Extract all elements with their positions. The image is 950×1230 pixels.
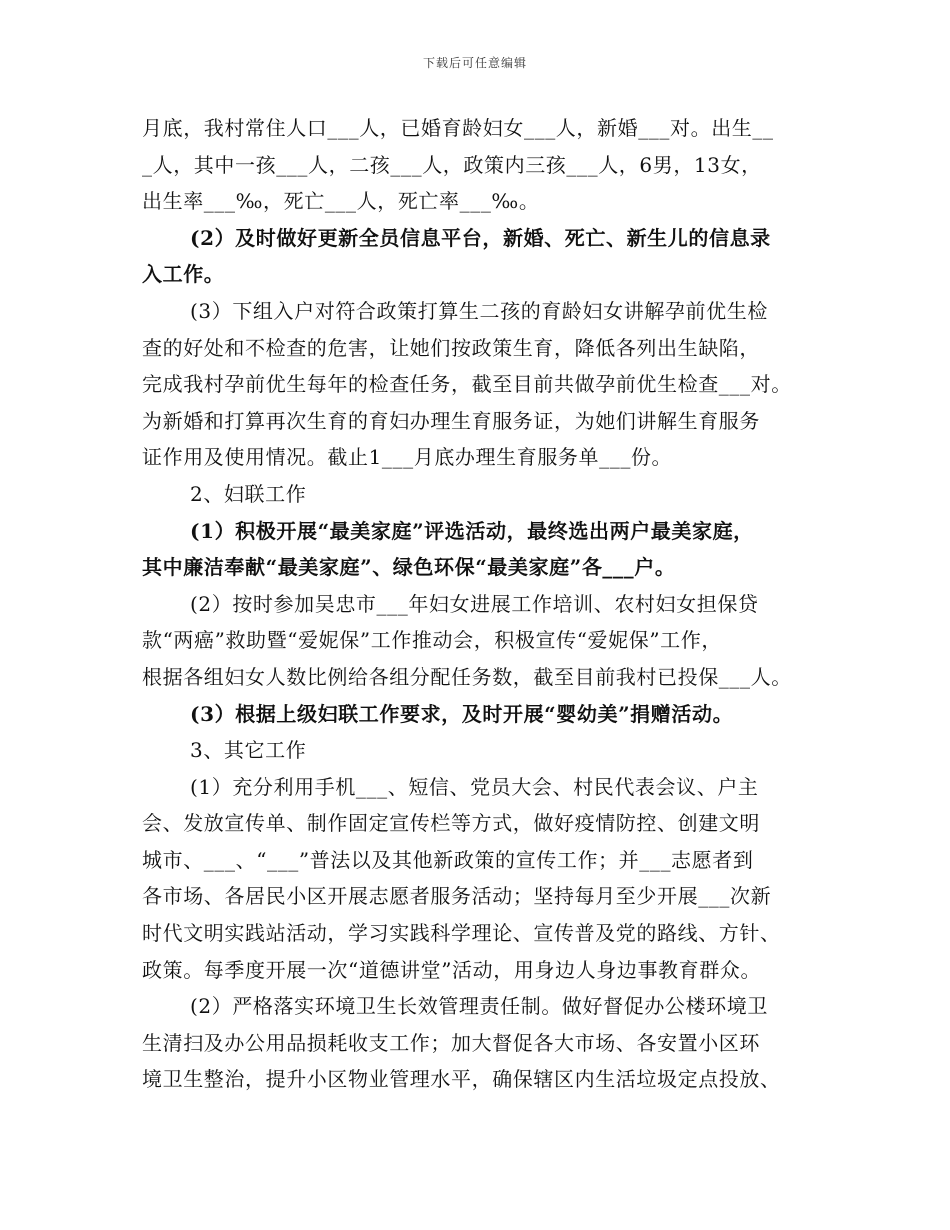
paragraph-line: 3、其它工作 xyxy=(190,738,307,763)
paragraph-line: 证作用及使用情况。截止1___月底办理生育服务单___份。 xyxy=(142,445,673,470)
paragraph-line: _人，其中一孩___人，二孩___人，政策内三孩___人，6男，13女， xyxy=(142,152,762,177)
paragraph-line: 境卫生整治，提升小区物业管理水平，确保辖区内生活垃圾定点投放、 xyxy=(142,1067,781,1092)
paragraph-line: 2、妇联工作 xyxy=(190,481,307,506)
document-body xyxy=(142,110,822,1098)
paragraph-line: 时代文明实践站活动，学习实践科学理论、宣传普及党的路线、方针、 xyxy=(142,921,781,946)
paragraph-line: (2）按时参加吴忠市___年妇女进展工作培训、农村妇女担保贷 xyxy=(190,591,759,616)
paragraph-line: 完成我村孕前优生每年的检查任务，截至目前共做孕前优生检查___对。 xyxy=(142,372,792,397)
paragraph-line: 会、发放宣传单、制作固定宣传栏等方式，做好疫情防控、创建文明 xyxy=(142,811,760,836)
paragraph-line: (2）及时做好更新全员信息平台，新婚、死亡、新生儿的信息录 xyxy=(190,225,771,250)
paragraph-line: 根据各组妇女人数比例给各组分配任务数，截至目前我村已投保___人。 xyxy=(142,664,792,689)
paragraph-line: 查的好处和不检查的危害，让她们按政策生育，降低各列出生缺陷， xyxy=(142,335,760,360)
paragraph-line: 各市场、各居民小区开展志愿者服务活动；坚持每月至少开展___次新 xyxy=(142,884,772,909)
page-header: 下载后可任意编辑 xyxy=(422,56,527,70)
paragraph-line: (1）积极开展“最美家庭”评选活动，最终选出两户最美家庭， xyxy=(190,518,754,543)
paragraph-line: (3）根据上级妇联工作要求，及时开展“婴幼美”捐赠活动。 xyxy=(190,701,734,726)
paragraph-line: 生清扫及办公用品损耗收支工作；加大督促各大市场、各安置小区环 xyxy=(142,1030,760,1055)
paragraph-line: (1）充分利用手机___、短信、党员大会、村民代表会议、户主 xyxy=(190,774,759,799)
paragraph-line: 入工作。 xyxy=(142,262,225,287)
paragraph-line: 为新婚和打算再次生育的育妇办理生育服务证，为她们讲解生育服务 xyxy=(142,408,760,433)
paragraph-line: 其中廉洁奉献“最美家庭”、绿色环保“最美家庭”各___户。 xyxy=(142,555,676,580)
paragraph-line: 政策。每季度开展一次“道德讲堂”活动，用身边人身边事教育群众。 xyxy=(142,957,762,982)
paragraph-line: 出生率___‰，死亡___人，死亡率___‰。 xyxy=(142,189,540,214)
paragraph-line: 月底，我村常住人口___人，已婚育龄妇女___人，新婚___对。出生__ xyxy=(142,116,774,140)
paragraph-line: (2）严格落实环境卫生长效管理责任制。做好督促办公楼环境卫 xyxy=(190,994,768,1019)
paragraph-line: (3）下组入户对符合政策打算生二孩的育龄妇女讲解孕前优生检 xyxy=(190,298,768,323)
paragraph-line: 款“两癌”救助暨“爱妮保”工作推动会，积极宣传“爱妮保”工作， xyxy=(142,628,722,653)
paragraph-line: 城市、___、“___”普法以及其他新政策的宣传工作；并___志愿者到 xyxy=(142,847,754,872)
